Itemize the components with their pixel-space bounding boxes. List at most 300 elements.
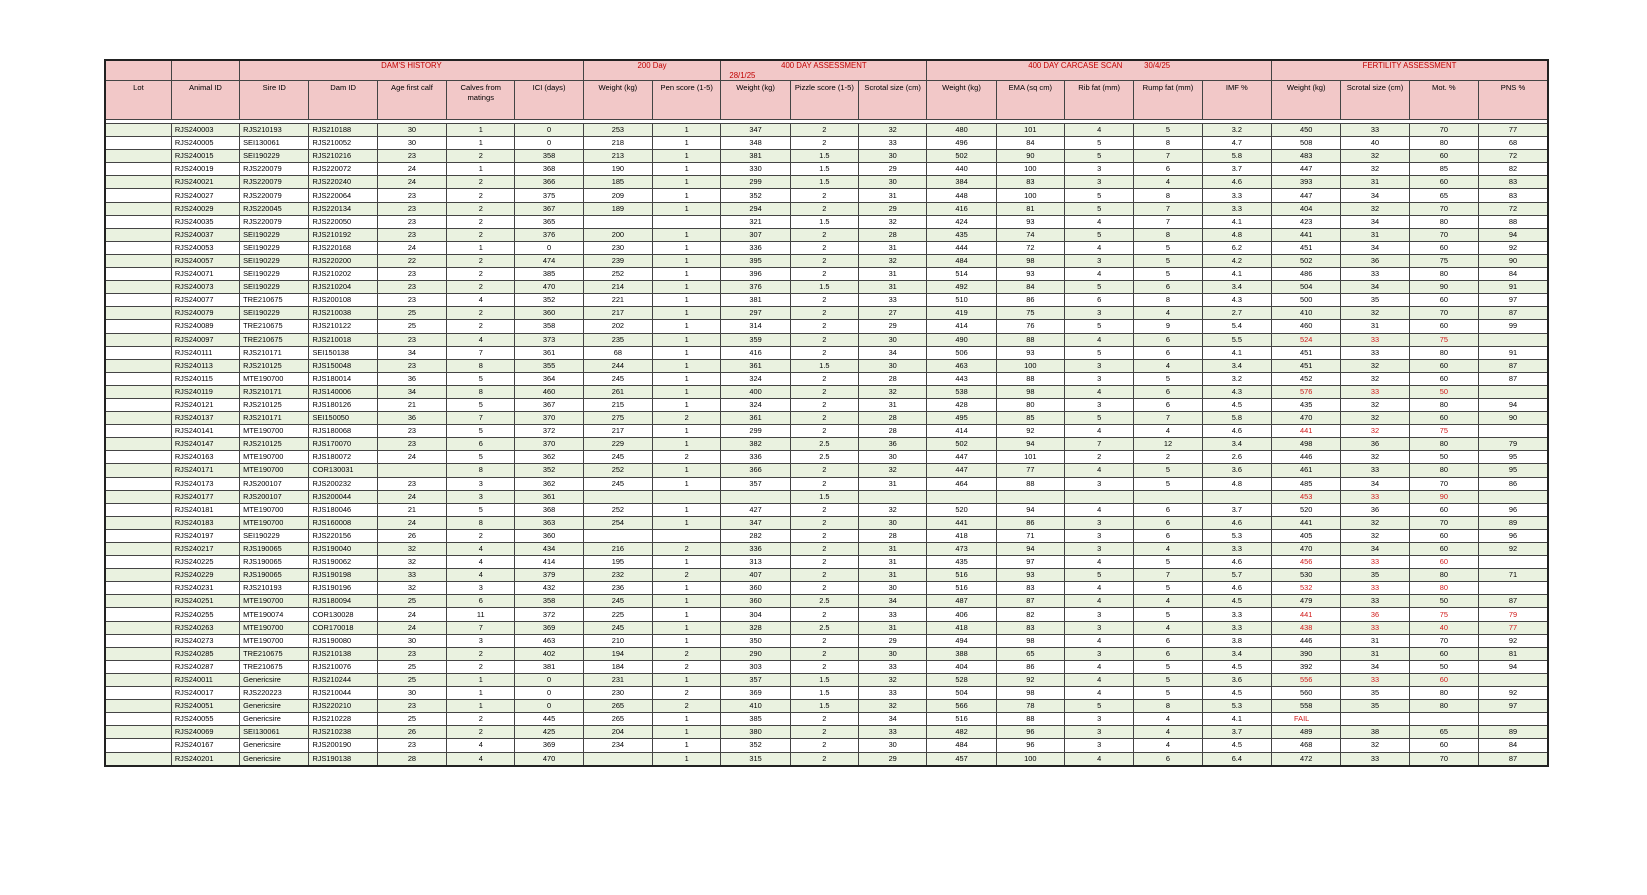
table-cell: 245 [583,372,652,385]
table-cell: 4 [1065,124,1134,137]
table-cell: 4.2 [1202,254,1271,267]
table-cell: 2 [447,713,515,726]
table-cell: RJS190080 [309,634,377,647]
table-cell: 385 [515,268,583,281]
table-cell: 441 [927,516,996,529]
table-cell: 231 [583,673,652,686]
table-cell: 3 [1065,254,1134,267]
lot-cell [105,700,171,713]
table-row [105,320,1548,333]
table-cell: 72 [996,241,1064,254]
table-cell: 6 [1134,385,1202,398]
table-cell: 253 [583,124,652,137]
lot-cell [105,176,171,189]
table-cell: RJS190065 [240,569,309,582]
table-cell: 4 [447,543,515,556]
lot-cell [105,294,171,307]
lot-cell [105,752,171,766]
table-cell: 6 [1134,398,1202,411]
table-cell: RJS190065 [240,543,309,556]
table-cell: 23 [377,189,446,202]
table-cell: 245 [583,451,652,464]
table-cell: 34 [859,595,927,608]
table-cell: 524 [1272,333,1341,346]
table-cell: 5.7 [1202,569,1271,582]
table-cell: 4 [1065,333,1134,346]
lot-cell [105,660,171,673]
table-cell: 33 [1341,490,1409,503]
column-header: Animal ID [171,81,239,120]
table-cell: 6 [1134,281,1202,294]
table-cell: 482 [927,726,996,739]
table-cell: 7 [1134,202,1202,215]
table-cell: 404 [1272,202,1341,215]
table-cell: 33 [859,660,927,673]
table-cell: 4 [1065,556,1134,569]
table-cell: 23 [377,438,446,451]
table-cell: 4 [1065,582,1134,595]
table-cell: 86 [996,660,1064,673]
table-row [105,412,1548,425]
table-cell: 1 [653,124,721,137]
table-cell: 88 [996,713,1064,726]
table-cell: 3 [1065,307,1134,320]
column-header: Scrotal size (cm) [859,81,927,120]
table-cell: 4.1 [1202,713,1271,726]
table-cell: RJS210138 [309,647,377,660]
table-cell: 4.8 [1202,228,1271,241]
table-cell: 1 [653,346,721,359]
lot-cell [105,359,171,372]
table-cell [583,215,652,228]
table-cell: 50 [1409,595,1478,608]
table-cell: 494 [927,634,996,647]
table-cell: RJS220223 [240,687,309,700]
table-cell: SEI190229 [240,241,309,254]
table-cell: 4 [1065,660,1134,673]
table-cell: 5 [1065,281,1134,294]
table-cell: 96 [1479,503,1549,516]
table-cell: RJS210228 [309,713,377,726]
table-cell: RJS220134 [309,202,377,215]
table-cell: 28 [859,228,927,241]
table-row [105,215,1548,228]
table-cell: 472 [1272,752,1341,766]
table-cell [1479,425,1549,438]
table-cell: 80 [1409,687,1478,700]
table-cell: 489 [1272,726,1341,739]
table-cell: 9 [1134,320,1202,333]
table-cell: 32 [1341,425,1409,438]
table-cell: 23 [377,700,446,713]
table-cell: 2 [790,529,858,542]
table-cell: 91 [1479,346,1549,359]
table-cell: 71 [996,529,1064,542]
table-row [105,176,1548,189]
table-row [105,294,1548,307]
table-cell: 83 [996,621,1064,634]
table-cell: 12 [1134,438,1202,451]
breeding-data-sheet [104,59,1549,767]
table-cell: RJS180072 [309,451,377,464]
table-cell: 2 [790,254,858,267]
table-cell: 1 [653,241,721,254]
table-cell: 221 [583,294,652,307]
table-row [105,713,1548,726]
table-cell: 230 [583,241,652,254]
table-cell: 3 [1065,621,1134,634]
table-cell: 75 [1409,254,1478,267]
table-cell: 1 [447,700,515,713]
table-cell: RJS240163 [171,451,239,464]
table-cell: RJS240201 [171,752,239,766]
table-cell: 4.7 [1202,137,1271,150]
table-cell: 90 [1409,281,1478,294]
table-cell: 330 [721,163,790,176]
table-cell: 92 [1479,543,1549,556]
table-cell: 92 [1479,241,1549,254]
table-cell: 25 [377,320,446,333]
table-cell: 38 [1341,726,1409,739]
table-cell: RJS220168 [309,241,377,254]
table-cell: 444 [927,241,996,254]
table-cell: RJS240055 [171,713,239,726]
table-cell: RJS210171 [240,412,309,425]
table-cell: 324 [721,398,790,411]
table-row [105,569,1548,582]
table-cell: 31 [859,543,927,556]
table-cell: 369 [721,687,790,700]
table-cell: 2 [790,385,858,398]
table-cell: SEI130061 [240,137,309,150]
fertility-header: FERTILITY ASSESSMENT [1272,60,1548,81]
table-cell: RJS240173 [171,477,239,490]
lot-cell [105,503,171,516]
table-row [105,529,1548,542]
table-cell: 70 [1409,477,1478,490]
table-cell: 314 [721,320,790,333]
table-cell: 28 [859,529,927,542]
table-cell: RJS240229 [171,569,239,582]
table-cell: 1 [653,621,721,634]
table-cell: 0 [515,673,583,686]
table-cell: 23 [377,647,446,660]
table-cell: MTE190700 [240,451,309,464]
table-row [105,346,1548,359]
table-cell: 81 [996,202,1064,215]
table-cell: 2 [653,700,721,713]
table-cell: 6.2 [1202,241,1271,254]
table-cell: 1 [653,726,721,739]
table-cell: 60 [1409,320,1478,333]
table-cell: 4 [447,569,515,582]
table-cell: 448 [927,189,996,202]
table-cell: 80 [1409,268,1478,281]
table-row [105,307,1548,320]
table-cell [583,529,652,542]
table-cell: 204 [583,726,652,739]
table-cell: 445 [515,713,583,726]
table-cell: 368 [515,163,583,176]
table-cell: 30 [859,739,927,752]
table-cell: RJS190065 [240,556,309,569]
lot-cell [105,228,171,241]
table-cell: 3 [1065,739,1134,752]
table-cell: 1.5 [790,215,858,228]
table-cell: 60 [1409,673,1478,686]
table-cell: 32 [859,700,927,713]
table-cell: RJS240037 [171,228,239,241]
table-cell: SEI130061 [240,726,309,739]
table-cell: 254 [583,516,652,529]
table-cell: 60 [1409,647,1478,660]
table-cell: 2.5 [790,438,858,451]
table-cell: 313 [721,556,790,569]
table-row [105,202,1548,215]
table-cell: 5 [1065,150,1134,163]
table-cell: 94 [1479,228,1549,241]
lot-cell [105,621,171,634]
table-cell: 2 [790,660,858,673]
table-cell [1479,385,1549,398]
table-cell: 93 [996,215,1064,228]
table-cell: 36 [377,412,446,425]
table-row [105,660,1548,673]
table-cell: 4 [1065,425,1134,438]
table-cell: 5.5 [1202,333,1271,346]
lot-cell [105,464,171,477]
table-cell: 83 [996,582,1064,595]
table-cell [927,490,996,503]
table-cell: RJS240171 [171,464,239,477]
table-cell: 2.5 [790,595,858,608]
table-cell: 336 [721,241,790,254]
table-cell: 8 [1134,137,1202,150]
table-cell: 32 [859,503,927,516]
table-cell: RJS240263 [171,621,239,634]
table-cell: 5 [1134,556,1202,569]
table-cell: 31 [1341,634,1409,647]
table-cell: RJS240027 [171,189,239,202]
table-cell: 406 [927,608,996,621]
table-cell: 84 [996,137,1064,150]
table-cell: 33 [1341,385,1409,398]
table-cell: 2 [790,582,858,595]
table-cell: 2 [790,294,858,307]
table-cell: 96 [996,739,1064,752]
table-cell: 418 [927,621,996,634]
table-cell: 461 [1272,464,1341,477]
table-cell: 5 [447,372,515,385]
table-cell: 510 [927,294,996,307]
table-cell: 2 [447,268,515,281]
table-cell: 76 [996,320,1064,333]
table-cell: RJS220210 [309,700,377,713]
table-cell: 7 [1134,412,1202,425]
table-cell: 34 [1341,281,1409,294]
table-cell [996,490,1064,503]
table-cell: 70 [1409,752,1478,766]
table-cell: RJS210125 [240,359,309,372]
table-cell: 2 [447,726,515,739]
table-cell: MTE190700 [240,634,309,647]
table-cell: 2 [790,398,858,411]
table-cell: 80 [1409,398,1478,411]
table-cell: 3.4 [1202,359,1271,372]
table-cell: 229 [583,438,652,451]
table-cell: 5 [1065,412,1134,425]
table-cell: 450 [1272,124,1341,137]
table-cell: 369 [515,739,583,752]
table-cell: RJS240217 [171,543,239,556]
table-cell: 3.2 [1202,124,1271,137]
table-cell: TRE210675 [240,294,309,307]
table-cell: 2 [447,228,515,241]
table-cell: 2.6 [1202,451,1271,464]
table-cell: RJS240021 [171,176,239,189]
lot-cell [105,137,171,150]
table-cell: 4.6 [1202,425,1271,438]
table-cell: 6 [1134,163,1202,176]
table-cell: 23 [377,294,446,307]
table-cell: 2 [1134,451,1202,464]
table-cell: 2 [447,281,515,294]
table-cell: 32 [1341,451,1409,464]
table-cell: 36 [377,372,446,385]
table-cell: 252 [583,268,652,281]
table-cell: 50 [1409,451,1478,464]
table-cell: 2 [653,660,721,673]
table-cell: 87 [1479,372,1549,385]
table-cell: 1 [653,438,721,451]
table-cell: 72 [1479,150,1549,163]
table-cell: 3.4 [1202,438,1271,451]
table-cell: 1 [653,254,721,267]
table-cell: 87 [1479,359,1549,372]
table-cell: 441 [1272,516,1341,529]
table-cell: 4.6 [1202,176,1271,189]
table-cell: RJS210188 [309,124,377,137]
table-cell: 24 [377,176,446,189]
table-cell: RJS190198 [309,569,377,582]
table-cell: 457 [927,752,996,766]
table-cell: 315 [721,752,790,766]
table-cell: RJS210122 [309,320,377,333]
table-cell: 4 [1134,543,1202,556]
table-cell: 2 [790,647,858,660]
table-cell [1479,582,1549,595]
table-cell: RJS240051 [171,700,239,713]
table-cell [1065,490,1134,503]
table-cell: 486 [1272,268,1341,281]
table-cell: 32 [1341,412,1409,425]
table-cell: 33 [859,294,927,307]
table-cell: 70 [1409,307,1478,320]
table-cell: 1 [653,464,721,477]
table-cell: 390 [1272,647,1341,660]
lot-cell [105,307,171,320]
table-cell: RJS240225 [171,556,239,569]
table-cell: 30 [859,647,927,660]
table-cell: 358 [515,320,583,333]
table-cell: 50 [1409,385,1478,398]
table-cell: 2 [790,228,858,241]
table-cell: 23 [377,215,446,228]
table-cell: 1 [653,176,721,189]
table-cell: 60 [1409,556,1478,569]
lot-cell [105,346,171,359]
day400-assessment-date: 28/1/25 [729,71,756,80]
table-cell: RJS240285 [171,647,239,660]
table-cell: 418 [927,529,996,542]
column-header: EMA (sq cm) [996,81,1064,120]
column-header: Age first calf [377,81,446,120]
table-cell: 350 [721,634,790,647]
table-cell: 5 [1134,241,1202,254]
table-cell: 31 [1341,647,1409,660]
table-cell: 4 [1134,713,1202,726]
table-cell: 4 [447,333,515,346]
table-cell: 86 [996,294,1064,307]
table-cell: 32 [1341,739,1409,752]
column-header: ICI (days) [515,81,583,120]
day400-assessment-title: 400 DAY ASSESSMENT [781,61,867,70]
table-cell: 4 [1134,739,1202,752]
table-cell: 11 [447,608,515,621]
table-cell: 8 [447,385,515,398]
table-cell: 31 [859,398,927,411]
table-cell: 1 [653,634,721,647]
table-cell: 33 [1341,124,1409,137]
table-cell: 225 [583,608,652,621]
table-cell: 2 [790,202,858,215]
table-cell: 404 [927,660,996,673]
table-cell: 357 [721,477,790,490]
table-cell: 1 [653,385,721,398]
table-cell: 33 [859,687,927,700]
table-cell: 3.7 [1202,163,1271,176]
table-cell: Genericsire [240,700,309,713]
table-cell: 464 [927,477,996,490]
table-cell: 3 [1065,647,1134,660]
table-cell: MTE190074 [240,608,309,621]
table-cell: RJS240019 [171,163,239,176]
table-cell: 1 [653,582,721,595]
table-cell: 3 [447,582,515,595]
table-cell: 65 [1409,189,1478,202]
lot-cell [105,477,171,490]
table-cell: RJS200044 [309,490,377,503]
table-cell: 2 [653,543,721,556]
table-cell: 451 [1272,241,1341,254]
table-cell: 558 [1272,700,1341,713]
table-cell: 388 [927,647,996,660]
table-cell: 3.3 [1202,202,1271,215]
table-cell: 29 [859,320,927,333]
table-cell: RJS210171 [240,385,309,398]
table-cell: 370 [515,438,583,451]
table-cell: RJS240287 [171,660,239,673]
table-cell: RJS210193 [240,582,309,595]
table-cell: 4 [1134,307,1202,320]
table-cell: RJS210018 [309,333,377,346]
table-cell: 447 [927,464,996,477]
table-cell: 3 [1065,726,1134,739]
table-row [105,673,1548,686]
table-cell: 1.5 [790,700,858,713]
table-cell: 4 [1065,687,1134,700]
table-cell: 470 [515,281,583,294]
